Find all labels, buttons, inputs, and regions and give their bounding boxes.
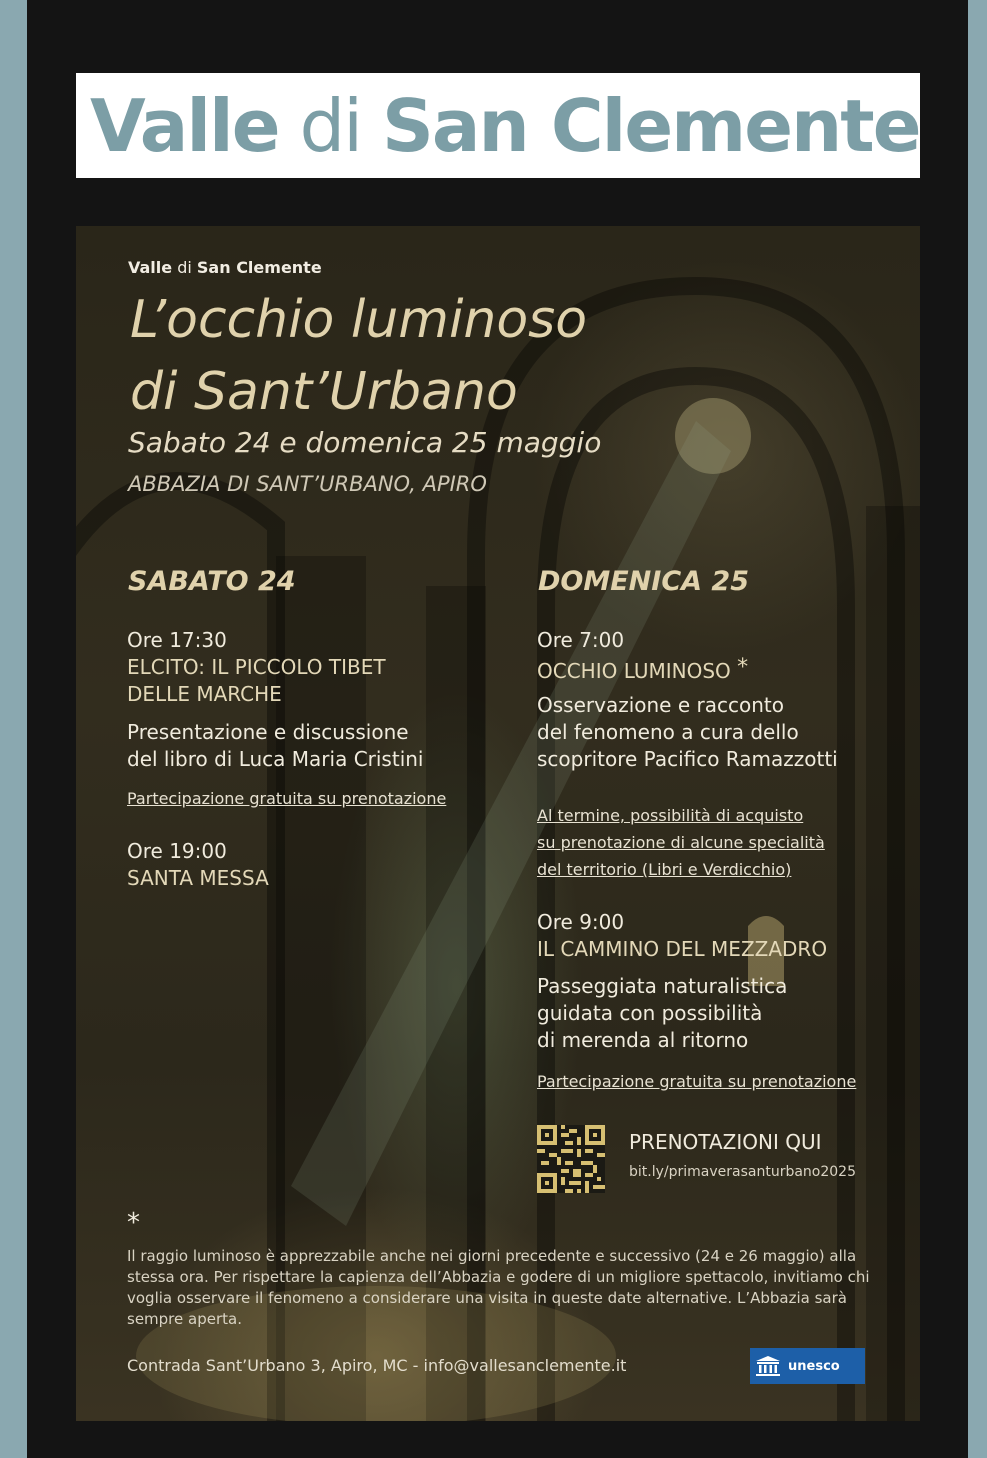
sun-event1-note-line1[interactable]: Al termine, possibilità di acquisto bbox=[537, 806, 804, 825]
sat-event1-time: Ore 17:30 bbox=[127, 628, 227, 652]
header-banner bbox=[76, 73, 920, 178]
footnote-text: Il raggio luminoso è apprezzabile anche nei giorni precedente e successivo (24 e 26 maggio) alla stessa ora. Per rispettare la capienza dell’Abbazia e godere di un migliore spettacolo, invitiamo chi voglia osservare il fenomeno a considerare una visita in queste date alternative. L’Abbazia sarà sempre aperta. bbox=[127, 1247, 870, 1328]
banner-logo-text bbox=[90, 83, 920, 168]
banner-brand-di: di bbox=[278, 83, 383, 168]
unesco-word: unesco bbox=[788, 1358, 840, 1374]
asterisk-icon: * bbox=[737, 655, 749, 680]
sun-event1-time: Ore 7:00 bbox=[537, 628, 625, 652]
banner-brand-san-clemente: San Clemente bbox=[382, 83, 920, 168]
event-dates: Sabato 24 e domenica 25 maggio bbox=[128, 426, 602, 459]
sun-event1-title-row bbox=[537, 655, 748, 683]
sat-event1-desc-line2: del libro di Luca Maria Cristini bbox=[127, 747, 424, 771]
sat-event1-booking-link[interactable]: Partecipazione gratuita su prenotazione bbox=[127, 789, 447, 808]
sun-event2-booking-link[interactable]: Partecipazione gratuita su prenotazione bbox=[537, 1072, 857, 1091]
footer-contact: Contrada Sant’Urbano 3, Apiro, MC - info@vallesanclemente.it bbox=[127, 1356, 627, 1375]
sun-event2-time: Ore 9:00 bbox=[537, 910, 625, 934]
qr-code-icon[interactable] bbox=[537, 1125, 605, 1193]
saturday-heading: SABATO 24 bbox=[128, 566, 296, 597]
sunday-heading: DOMENICA 25 bbox=[538, 566, 750, 597]
sat-event2-time: Ore 19:00 bbox=[127, 839, 227, 863]
booking-url[interactable]: bit.ly/primaverasanturbano2025 bbox=[629, 1164, 856, 1180]
sun-event1-desc-line2: del fenomeno a cura dello bbox=[537, 720, 799, 744]
sun-event2-desc-line2: guidata con possibilità bbox=[537, 1001, 763, 1025]
event-venue: ABBAZIA DI SANT’URBANO, APIRO bbox=[128, 472, 487, 496]
small-brand-valle: Valle bbox=[128, 258, 173, 277]
sat-event1-title-line2: DELLE MARCHE bbox=[127, 682, 282, 706]
small-brand-di: di bbox=[172, 258, 197, 277]
sun-event1-note-line3[interactable]: del territorio (Libri e Verdicchio) bbox=[537, 860, 792, 879]
banner-brand-valle: Valle bbox=[90, 83, 279, 168]
sun-event1-desc-line1: Osservazione e racconto bbox=[537, 693, 784, 717]
small-brand-san-clemente: San Clemente bbox=[196, 258, 322, 277]
temple-icon bbox=[750, 1348, 786, 1384]
sun-event1-desc-line3: scopritore Pacifico Ramazzotti bbox=[537, 747, 838, 771]
sat-event1-title-line1: ELCITO: IL PICCOLO TIBET bbox=[127, 655, 386, 679]
sun-event1-title: OCCHIO LUMINOSO bbox=[537, 659, 731, 683]
booking-label: PRENOTAZIONI QUI bbox=[629, 1130, 822, 1154]
footnote-asterisk-icon: * bbox=[127, 1208, 140, 1238]
sun-event2-title: IL CAMMINO DEL MEZZADRO bbox=[537, 937, 828, 961]
sun-event1-note-line2[interactable]: su prenotazione di alcune specialità bbox=[537, 833, 825, 852]
sat-event1-desc-line1: Presentazione e discussione bbox=[127, 720, 409, 744]
event-poster bbox=[76, 226, 920, 1421]
sun-event2-desc-line3: di merenda al ritorno bbox=[537, 1028, 749, 1052]
event-title-line2: di Sant’Urbano bbox=[130, 362, 518, 422]
sun-event2-desc-line1: Passeggiata naturalistica bbox=[537, 974, 788, 998]
poster-brand-small bbox=[128, 258, 322, 277]
sat-event2-title: SANTA MESSA bbox=[127, 866, 269, 890]
unesco-logo bbox=[750, 1348, 865, 1384]
event-title-line1: L’occhio luminoso bbox=[130, 290, 588, 350]
